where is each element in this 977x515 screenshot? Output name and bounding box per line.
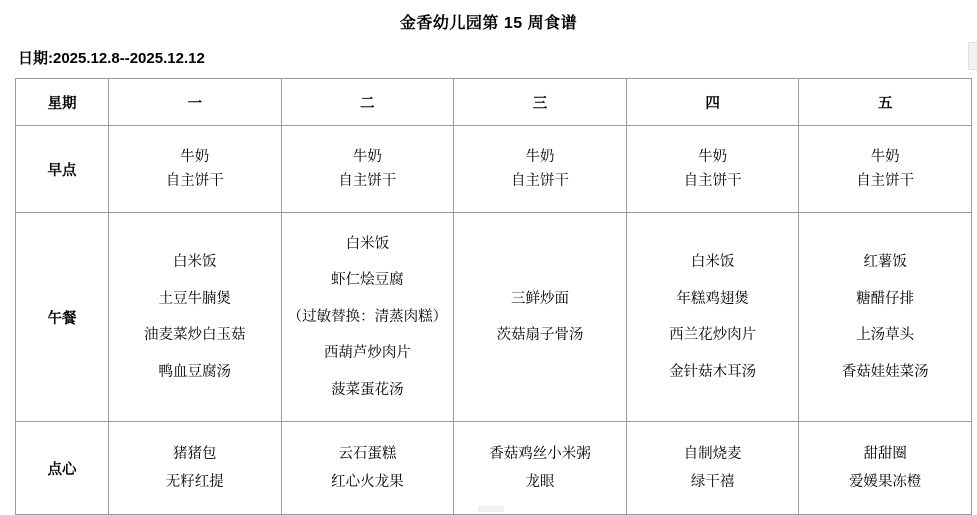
- menu-item: 牛奶: [525, 148, 555, 165]
- cell-lunch-day-2: [281, 213, 454, 422]
- cell-breakfast-day-3: [454, 126, 627, 213]
- menu-item: 金针菇木耳汤: [669, 363, 757, 380]
- menu-item: 白米饭: [690, 254, 735, 270]
- cell-breakfast-day-2: [281, 126, 454, 213]
- menu-item: 三鲜炒面: [510, 290, 569, 307]
- row-label-snack: 点心: [16, 422, 109, 515]
- menu-item: 牛奶: [698, 148, 728, 165]
- horizontal-scrollbar-thumb[interactable]: [478, 506, 504, 512]
- menu-item: 自主饼干: [856, 173, 915, 189]
- menu-item: 年糕鸡翅煲: [676, 290, 749, 307]
- menu-item: 糖醋仔排: [856, 290, 915, 307]
- cell-snack-day-5: [799, 422, 972, 515]
- menu-item: 白米饭: [345, 235, 390, 252]
- weekly-menu-table: [15, 78, 972, 515]
- row-label-lunch: 午餐: [16, 213, 109, 422]
- table-row-lunch: [16, 213, 972, 422]
- cell-lunch-day-4: [626, 213, 799, 422]
- menu-item: 牛奶: [870, 148, 900, 165]
- row-label-breakfast: 早点: [16, 126, 109, 213]
- menu-item: 牛奶: [180, 148, 210, 165]
- menu-item: 甜甜圈: [863, 445, 907, 462]
- menu-item: 土豆牛腩煲: [158, 290, 232, 307]
- page-title: 金香幼儿园第 15 周食谱: [399, 15, 578, 32]
- menu-item: 云石蛋糕: [338, 445, 397, 462]
- vertical-scrollbar-thumb[interactable]: [968, 42, 977, 70]
- menu-item: 无籽红提: [165, 474, 224, 490]
- cell-breakfast-day-5: [799, 126, 972, 213]
- menu-item: 自主饼干: [338, 173, 397, 189]
- menu-item: 红薯饭: [863, 254, 907, 270]
- header-cell-day-4: 四: [626, 79, 799, 126]
- menu-item: 西兰花炒肉片: [669, 327, 757, 343]
- date-range-label: 日期:2025.12.8--2025.12.12: [18, 50, 205, 67]
- menu-item: 茨菇扇子骨汤: [496, 327, 584, 343]
- menu-item: 绿干禧: [690, 474, 735, 490]
- menu-item: 西葫芦炒肉片: [323, 345, 411, 362]
- cell-snack-day-4: [626, 422, 799, 515]
- menu-item: 自主饼干: [683, 173, 742, 189]
- menu-item: 爱媛果冻橙: [848, 474, 922, 490]
- header-cell-day-5: 五: [799, 79, 972, 126]
- menu-item: 虾仁烩豆腐: [331, 272, 404, 289]
- menu-item: 上汤草头: [856, 327, 915, 343]
- table-row-breakfast: [16, 126, 972, 213]
- cell-snack-day-2: [281, 422, 454, 515]
- header-cell-day-1: 一: [109, 79, 282, 126]
- cell-lunch-day-3: [454, 213, 627, 422]
- menu-item: 香菇娃娃菜汤: [841, 363, 929, 380]
- header-cell-day-3: 三: [454, 79, 627, 126]
- cell-breakfast-day-1: [109, 126, 282, 213]
- menu-item: 白米饭: [173, 254, 217, 270]
- menu-item: 猪猪包: [173, 445, 217, 462]
- menu-item: 油麦菜炒白玉菇: [144, 327, 246, 343]
- header-cell-weekday: 星期: [16, 79, 109, 126]
- cell-lunch-day-5: [799, 213, 972, 422]
- cell-breakfast-day-4: [626, 126, 799, 213]
- menu-item: 自主饼干: [510, 173, 569, 189]
- menu-item: 自主饼干: [165, 173, 224, 189]
- menu-item: 自制烧麦: [683, 445, 742, 462]
- table-row-snack: [16, 422, 972, 515]
- cell-snack-day-1: [109, 422, 282, 515]
- menu-item: 牛奶: [352, 148, 382, 165]
- menu-item: 红心火龙果: [331, 474, 404, 490]
- cell-lunch-day-1: [109, 213, 282, 422]
- menu-item: 菠菜蛋花汤: [331, 381, 404, 398]
- menu-item: 鸭血豆腐汤: [158, 363, 232, 380]
- menu-item: 香菇鸡丝小米粥: [489, 445, 591, 462]
- cell-snack-day-3: [454, 422, 627, 515]
- header-cell-day-2: 二: [281, 79, 454, 126]
- menu-item: 龙眼: [525, 474, 555, 490]
- menu-item-allergy-note: （过敏替换：清蒸肉糕）: [287, 308, 448, 325]
- table-header-row: [16, 79, 972, 126]
